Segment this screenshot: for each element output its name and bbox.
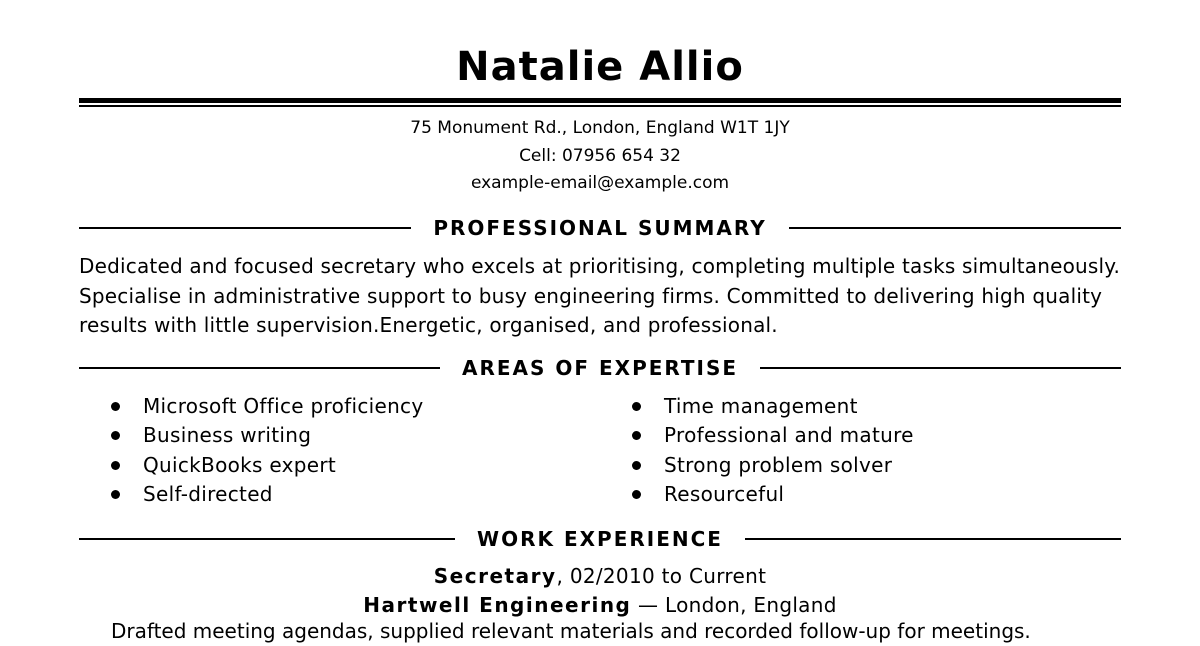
- section-title: PROFESSIONAL SUMMARY: [433, 216, 767, 240]
- section-rule-right: [745, 538, 1121, 540]
- skill-label: Professional and mature: [664, 423, 914, 448]
- job-bullet: Drafted meeting agendas, supplied relevant materials and recorded follow-up for meetings.: [111, 619, 1031, 643]
- list-item: [600, 392, 914, 421]
- section-rule-right: [760, 367, 1121, 369]
- job-title: Secretary: [433, 564, 557, 588]
- section-rule-left: [79, 227, 411, 229]
- job-company-line: [79, 591, 1121, 620]
- header-rule-thick: [79, 98, 1121, 103]
- job-location: — London, England: [631, 593, 837, 617]
- bullet-icon: [111, 402, 120, 411]
- job-company: Hartwell Engineering: [363, 593, 632, 617]
- section-header-summary: [79, 216, 1121, 240]
- skill-label: Microsoft Office proficiency: [143, 394, 424, 418]
- skill-label: Self-directed: [143, 481, 273, 506]
- skill-label: QuickBooks expert: [143, 452, 337, 477]
- section-title: AREAS OF EXPERTISE: [461, 356, 739, 380]
- bullet-icon: [632, 402, 641, 411]
- list-item: [600, 451, 914, 480]
- skills-column-right: [600, 392, 914, 509]
- section-title: WORK EXPERIENCE: [477, 527, 723, 551]
- contact-phone: Cell: 07956 654 32: [519, 146, 681, 166]
- list-item: [79, 421, 424, 450]
- bullet-icon: [111, 461, 120, 470]
- bullet-icon: [111, 490, 120, 499]
- resume-page: [79, 0, 1121, 643]
- bullet-icon: [111, 431, 120, 440]
- bullet-icon: [632, 461, 641, 470]
- skill-label: Time management: [664, 394, 858, 418]
- bullet-icon: [632, 431, 641, 440]
- header-rule-thin: [79, 105, 1121, 107]
- summary-text: Dedicated and focused secretary who excels at prioritising, completing multiple tasks simultaneously. Specialise in administrative support to busy engineering firms. Committed to delivering high quality results with little supervision.Energetic, organised, and professional.: [79, 254, 1121, 337]
- skill-label: Business writing: [143, 423, 312, 448]
- skills-column-left: [79, 392, 424, 509]
- job-dates: , 02/2010 to Current: [556, 564, 767, 588]
- section-rule-left: [79, 538, 455, 540]
- job-title-line: [79, 562, 1121, 591]
- section-rule-left: [79, 367, 440, 369]
- contact-email[interactable]: example-email@example.com: [470, 173, 730, 193]
- contact-address: 75 Monument Rd., London, England W1T 1JY: [410, 118, 790, 138]
- skill-label: Strong problem solver: [664, 452, 893, 477]
- list-item: [600, 480, 914, 509]
- section-header-expertise: [79, 356, 1121, 380]
- bullet-icon: [632, 490, 641, 499]
- candidate-name: Natalie Allio: [456, 44, 744, 90]
- section-header-experience: [79, 527, 1121, 551]
- list-item: [600, 421, 914, 450]
- list-item: [79, 392, 424, 421]
- list-item: [79, 480, 424, 509]
- skill-label: Resourceful: [664, 481, 785, 506]
- list-item: [79, 451, 424, 480]
- section-rule-right: [789, 227, 1121, 229]
